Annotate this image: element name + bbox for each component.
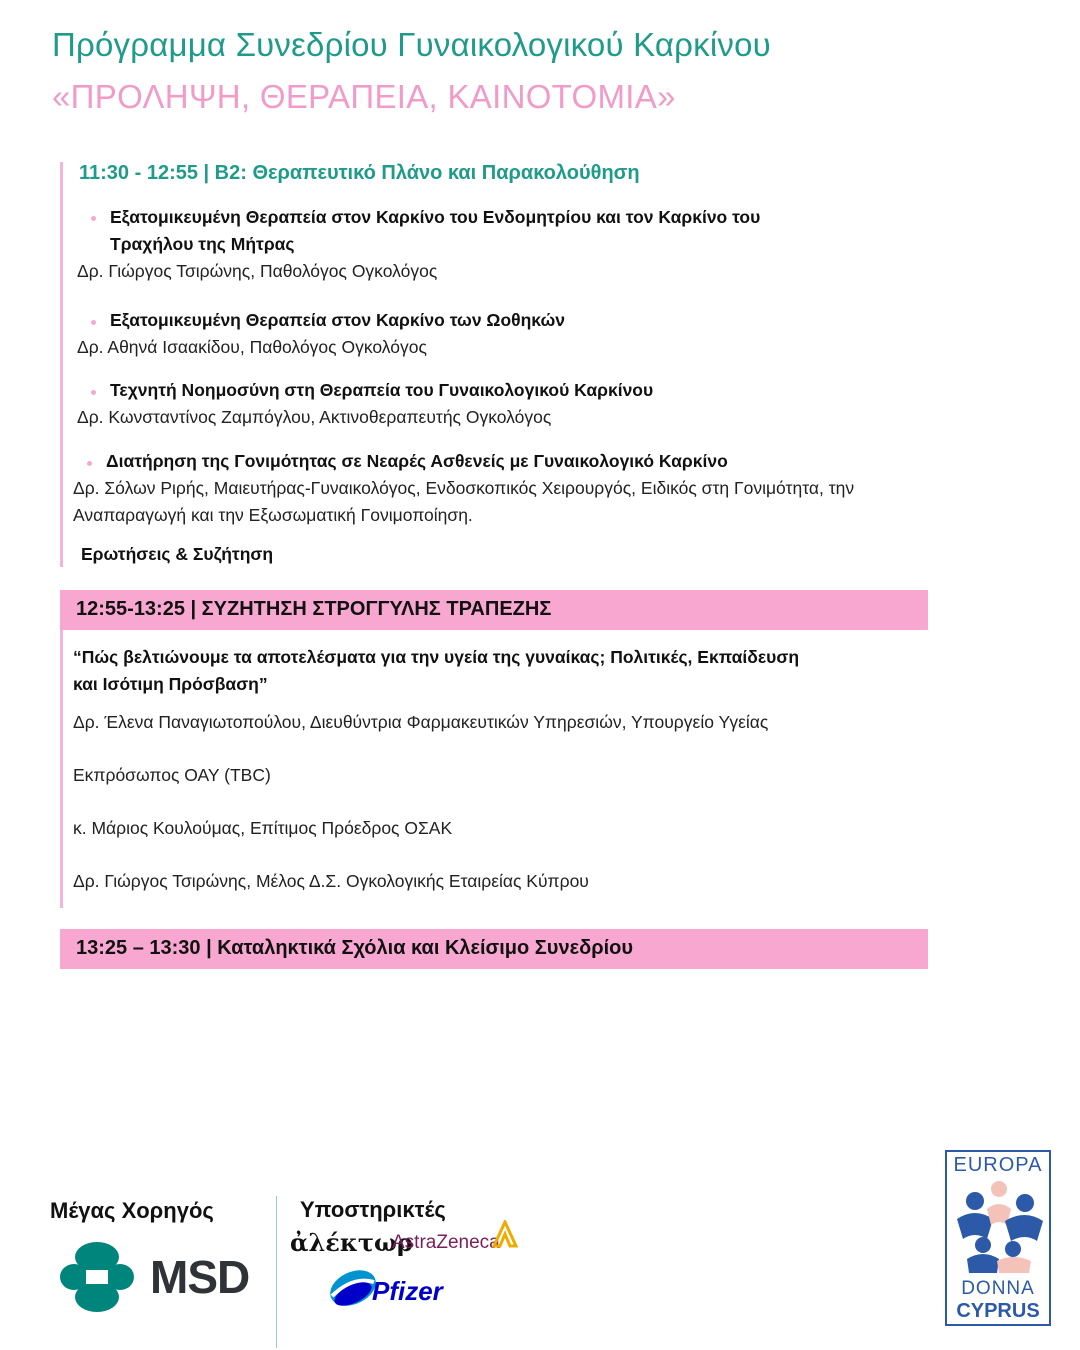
talk-speaker: Δρ. Γιώργος Τσιρώνης, Παθολόγος Ογκολόγος xyxy=(77,261,438,281)
talk-title xyxy=(110,204,760,258)
main-sponsor-label: Μέγας Χορηγός xyxy=(50,1198,214,1223)
sponsor-divider xyxy=(276,1196,277,1348)
talk-title-line: Τραχήλου της Μήτρας xyxy=(110,234,295,254)
astrazeneca-swirl-icon xyxy=(492,1220,518,1250)
talk-speaker: Δρ. Κωνσταντίνος Ζαμπόγλου, Ακτινοθεραπευτής Ογκολόγος xyxy=(77,407,552,427)
question-line: “Πώς βελτιώνουμε τα αποτελέσματα για την υγεία της γυναίκας; Πολιτικές, Εκπαίδευση xyxy=(73,647,800,667)
europa-logo-middle: DONNA xyxy=(961,1278,1035,1299)
bullet-icon xyxy=(91,390,96,395)
puzzle-figures-icon xyxy=(947,1179,1049,1277)
question-line: και Ισότιμη Πρόσβαση” xyxy=(73,674,268,694)
talk-title-line: Εξατομικευμένη Θεραπεία στον Καρκίνο του Ενδομητρίου και τον Καρκίνο του xyxy=(110,207,761,227)
talk-speaker-line: Δρ. Σόλων Ριρής, Μαιευτήρας-Γυναικολόγος, Ενδοσκοπικός Χειρουργός, Ειδικός στη Γονιμότητα, την xyxy=(73,478,855,498)
talk-speaker: Δρ. Αθηνά Ισαακίδου, Παθολόγος Ογκολόγος xyxy=(77,337,427,357)
msd-logo-icon xyxy=(60,1240,134,1314)
talk-speaker-line: Αναπαραγωγή και την Εξωσωματική Γονιμοποίηση. xyxy=(73,505,473,525)
panelist: κ. Μάριος Κουλούμας, Επίτιμος Πρόεδρος ΟΣΑΚ xyxy=(73,818,453,838)
talk-speaker xyxy=(73,475,854,529)
talk-title: Διατήρηση της Γονιμότητας σε Νεαρές Ασθενείς με Γυναικολογικό Καρκίνο xyxy=(106,451,728,471)
page-title: Πρόγραμμα Συνεδρίου Γυναικολογικού Καρκίνου xyxy=(52,26,771,63)
pfizer-pill-icon xyxy=(328,1266,378,1310)
astrazeneca-logo xyxy=(392,1232,522,1254)
supporters-label: Υποστηρικτές xyxy=(300,1197,446,1222)
page-subtitle: «ΠΡΟΛΗΨΗ, ΘΕΡΑΠΕΙΑ, ΚΑΙΝΟΤΟΜΙΑ» xyxy=(52,78,676,115)
msd-logo xyxy=(60,1240,260,1316)
panelist: Εκπρόσωπος ΟΑΥ (TBC) xyxy=(73,765,271,785)
qa-label: Ερωτήσεις & Συζήτηση xyxy=(81,544,274,564)
bullet-icon xyxy=(91,320,96,325)
panelist: Δρ. Γιώργος Τσιρώνης, Μέλος Δ.Σ. Ογκολογικής Εταιρείας Κύπρου xyxy=(73,871,589,891)
europa-donna-logo xyxy=(945,1150,1051,1326)
alektor-logo-text: ἀλέκτωρ xyxy=(290,1228,413,1257)
europa-logo-bottom: CYPRUS xyxy=(956,1300,1040,1322)
round-table-heading: 12:55-13:25 | ΣΥΖΗΤΗΣΗ ΣΤΡΟΓΓΥΛΗΣ ΤΡΑΠΕΖΗΣ xyxy=(76,598,552,620)
talk-title: Τεχνητή Νοημοσύνη στη Θεραπεία του Γυναικολογικού Καρκίνου xyxy=(110,380,654,400)
session-b2-heading: 11:30 - 12:55 | Β2: Θεραπευτικό Πλάνο και Παρακολούθηση xyxy=(79,162,640,184)
closing-bar xyxy=(60,929,928,969)
europa-logo-top: EUROPA xyxy=(953,1154,1043,1176)
talk-title: Εξατομικευμένη Θεραπεία στον Καρκίνο των Ωοθηκών xyxy=(110,310,565,330)
msd-logo-text: MSD xyxy=(150,1251,250,1303)
panelist: Δρ. Έλενα Παναγιωτοπούλου, Διευθύντρια Φαρμακευτικών Υπηρεσιών, Υπουργείο Υγείας xyxy=(73,712,769,732)
bullet-icon xyxy=(87,461,92,466)
pfizer-logo-text: Pfizer xyxy=(372,1276,443,1306)
round-table-question xyxy=(73,644,893,698)
round-table-bar xyxy=(60,590,928,630)
bullet-icon xyxy=(91,216,96,221)
session-b2 xyxy=(60,162,943,567)
closing-heading: 13:25 – 13:30 | Καταληκτικά Σχόλια και Κλείσιμο Συνεδρίου xyxy=(76,937,633,959)
pfizer-logo xyxy=(328,1266,458,1316)
round-table-section xyxy=(60,630,923,908)
astrazeneca-logo-text: AstraZeneca xyxy=(392,1232,500,1253)
